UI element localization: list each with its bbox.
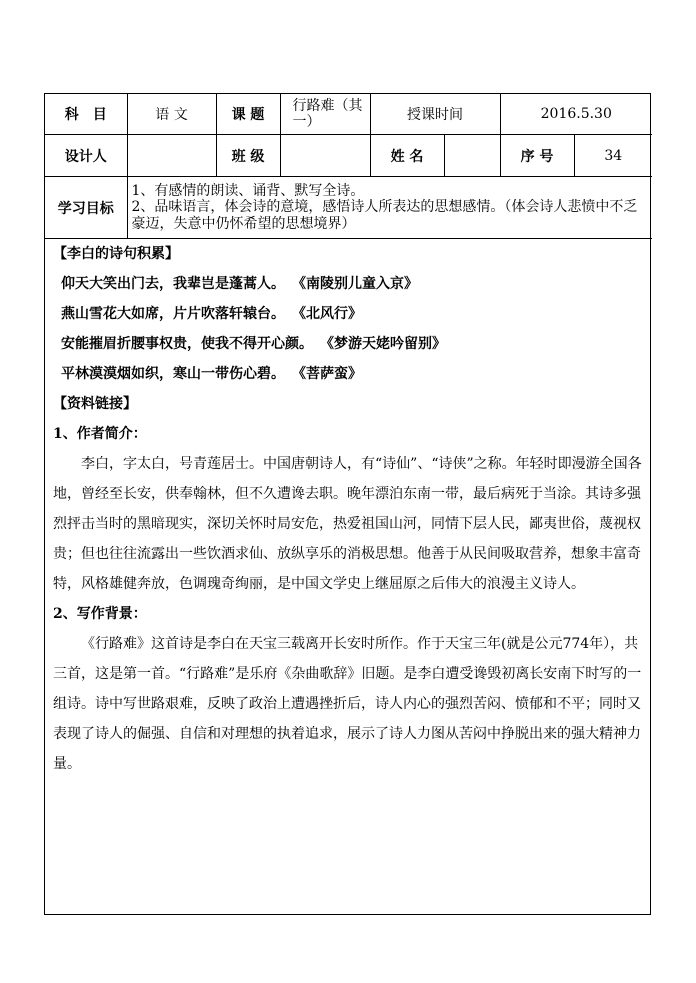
materials-section-title: 【资料链接】 — [53, 396, 137, 412]
lesson-plan-sheet — [44, 93, 651, 915]
time-label: 授课时间 — [370, 94, 500, 135]
seq-label: 序 号 — [500, 135, 574, 177]
poem-line — [53, 299, 642, 329]
author-paragraph: 李白，字太白，号青莲居士。中国唐朝诗人，有“诗仙”、“诗侠”之称。年轻时即漫游全国各地，曾经至长安，供奉翰林，但不久遭谗去职。晚年漂泊东南一带，最后病死于当涂。其诗多强烈抨击当时的黑暗现实，深切关怀时局安危，热爱祖国山河，同情下层人民，鄙夷世俗，蔑视权贵；但也往往流露出一些饮酒求仙、放纵享乐的消极思想。他善于从民间吸取营养，想象丰富奇特，风格雄健奔放，色调瑰奇绚丽，是中国文学史上继屈原之后伟大的浪漫主义诗人。 — [53, 456, 642, 592]
subject-value: 语 文 — [127, 94, 216, 135]
header-row-2 — [45, 135, 652, 177]
poems-section-title: 【李白的诗句积累】 — [53, 246, 179, 262]
background-paragraph: 《行路难》这首诗是李白在天宝三载离开长安时所作。作于天宝三年(就是公元774年），共三首，这是第一首。“行路难”是乐府《杂曲歌辞》旧题。是李白遭受谗毁初离长安南下时写的一组诗。诗中写世路艰难，反映了政治上遭遇挫折后，诗人内心的强烈苦闷、愤郁和不平；同时又表现了诗人的倔强、自信和对理想的执着追求，展示了诗人力图从苦闷中挣脱出来的强大精神力量。 — [53, 636, 642, 772]
class-label: 班 级 — [216, 135, 280, 177]
poem-source: 《北风行》 — [299, 306, 362, 322]
background-heading: 2、写作背景： — [53, 606, 147, 622]
header-row-3 — [45, 177, 652, 239]
poem-line — [53, 329, 642, 359]
name-value — [444, 135, 500, 177]
topic-label: 课 题 — [216, 94, 280, 135]
name-label: 姓 名 — [370, 135, 444, 177]
author-heading: 1、作者简介： — [53, 426, 147, 442]
goals-label: 学习目标 — [45, 177, 127, 239]
header-row-1 — [45, 94, 652, 135]
poem-source: 《梦游天姥吟留别》 — [327, 336, 446, 352]
poem-text: 仰天大笑出门去，我辈岂是蓬蒿人。 — [61, 276, 285, 292]
goal-item: 2、品味语言，体会诗的意境，感悟诗人所表达的思想感情。（体会诗人悲愤中不乏豪迈，失意中仍怀希望的思想境界） — [131, 199, 638, 232]
poem-line — [53, 269, 642, 299]
subject-label: 科 目 — [45, 94, 127, 135]
goals-cell — [127, 177, 652, 239]
time-value: 2016.5.30 — [500, 94, 652, 135]
topic-value: 行路难（其一） — [280, 94, 370, 135]
header-table — [45, 94, 652, 239]
poem-line — [53, 359, 642, 389]
poem-text: 燕山雪花大如席，片片吹落轩辕台。 — [61, 306, 285, 322]
poem-text: 平林漠漠烟如织，寒山一带伤心碧。 — [61, 366, 285, 382]
poem-source: 《南陵别儿童入京》 — [299, 276, 418, 292]
poem-source: 《菩萨蛮》 — [299, 366, 362, 382]
class-value — [280, 135, 370, 177]
goal-item: 1、有感情的朗读、诵背、默写全诗。 — [131, 182, 365, 199]
content-area — [45, 239, 650, 779]
poem-text: 安能摧眉折腰事权贵，使我不得开心颜。 — [61, 336, 313, 352]
designer-label: 设计人 — [45, 135, 127, 177]
designer-value — [127, 135, 216, 177]
seq-value: 34 — [574, 135, 652, 177]
